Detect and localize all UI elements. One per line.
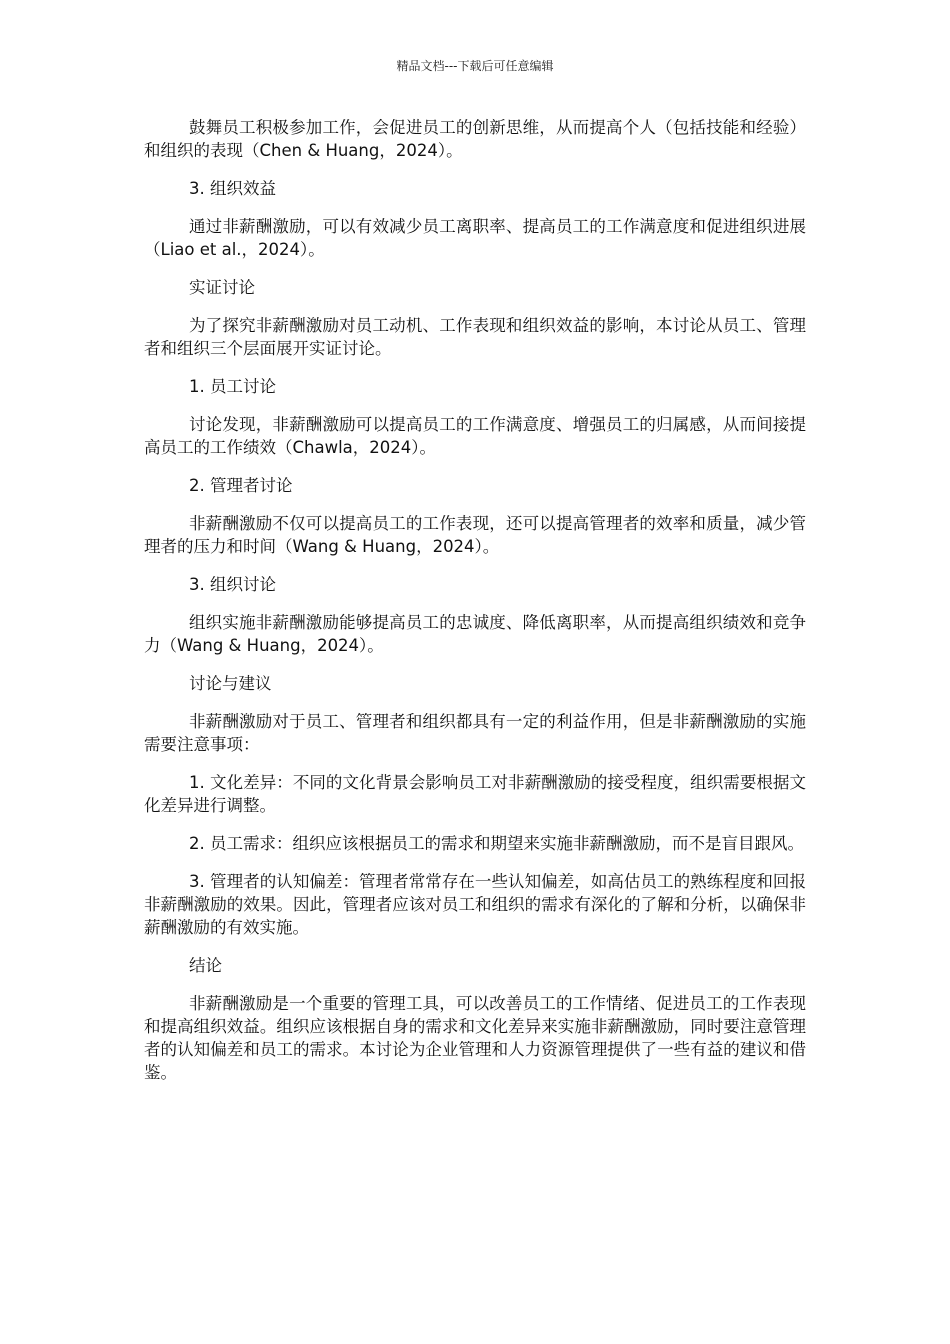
- paragraph-conclusion: 非薪酬激励是一个重要的管理工具，可以改善员工的工作情绪、促进员工的工作表现和提高组织效益。组织应该根据自身的需求和文化差异来实施非薪酬激励，同时要注意管理者的认知偏差和员工的需求。本讨论为企业管理和人力资源管理提供了一些有益的建议和借鉴。: [144, 994, 806, 1082]
- heading-conclusion: 结论: [189, 956, 222, 975]
- paragraph-empirical-intro: 为了探究非薪酬激励对员工动机、工作表现和组织效益的影响，本讨论从员工、管理者和组织三个层面展开实证讨论。: [144, 316, 806, 358]
- paragraph-bias: 3. 管理者的认知偏差：管理者常常存在一些认知偏差，如高估员工的熟练程度和回报非薪酬激励的效果。因此，管理者应该对员工和组织的需求有深化的了解和分析，以确保非薪酬激励的有效实施。: [144, 872, 806, 937]
- page-header: 精品文档---下载后可任意编辑: [396, 59, 554, 73]
- paragraph-culture: 1. 文化差异：不同的文化背景会影响员工对非薪酬激励的接受程度，组织需要根据文化差异进行调整。: [144, 773, 806, 815]
- heading-organization: 3. 组织讨论: [189, 575, 276, 594]
- paragraph-manager: 非薪酬激励不仅可以提高员工的工作表现，还可以提高管理者的效率和质量，减少管理者的压力和时间（Wang & Huang，2024）。: [144, 514, 806, 556]
- paragraph-needs: 2. 员工需求：组织应该根据员工的需求和期望来实施非薪酬激励，而不是盲目跟风。: [189, 834, 804, 853]
- paragraph-organization: 组织实施非薪酬激励能够提高员工的忠诚度、降低离职率，从而提高组织绩效和竞争力（Wang & Huang，2024）。: [144, 613, 806, 655]
- document-body: [144, 116, 806, 1099]
- paragraph-employee: 讨论发现，非薪酬激励可以提高员工的工作满意度、增强员工的归属感，从而间接提高员工的工作绩效（Chawla，2024）。: [144, 415, 806, 457]
- heading-org-benefit: 3. 组织效益: [189, 179, 276, 198]
- paragraph-org-benefit: 通过非薪酬激励，可以有效减少员工离职率、提高员工的工作满意度和促进组织进展（Liao et al.，2024）。: [144, 217, 806, 259]
- paragraph-innovation: 鼓舞员工积极参加工作，会促进员工的创新思维，从而提高个人（包括技能和经验）和组织的表现（Chen & Huang，2024）。: [144, 118, 806, 160]
- heading-empirical: 实证讨论: [189, 278, 255, 297]
- heading-discussion: 讨论与建议: [189, 674, 272, 693]
- paragraph-discussion-intro: 非薪酬激励对于员工、管理者和组织都具有一定的利益作用，但是非薪酬激励的实施需要注意事项：: [144, 712, 806, 754]
- heading-employee: 1. 员工讨论: [189, 377, 276, 396]
- heading-manager: 2. 管理者讨论: [189, 476, 293, 495]
